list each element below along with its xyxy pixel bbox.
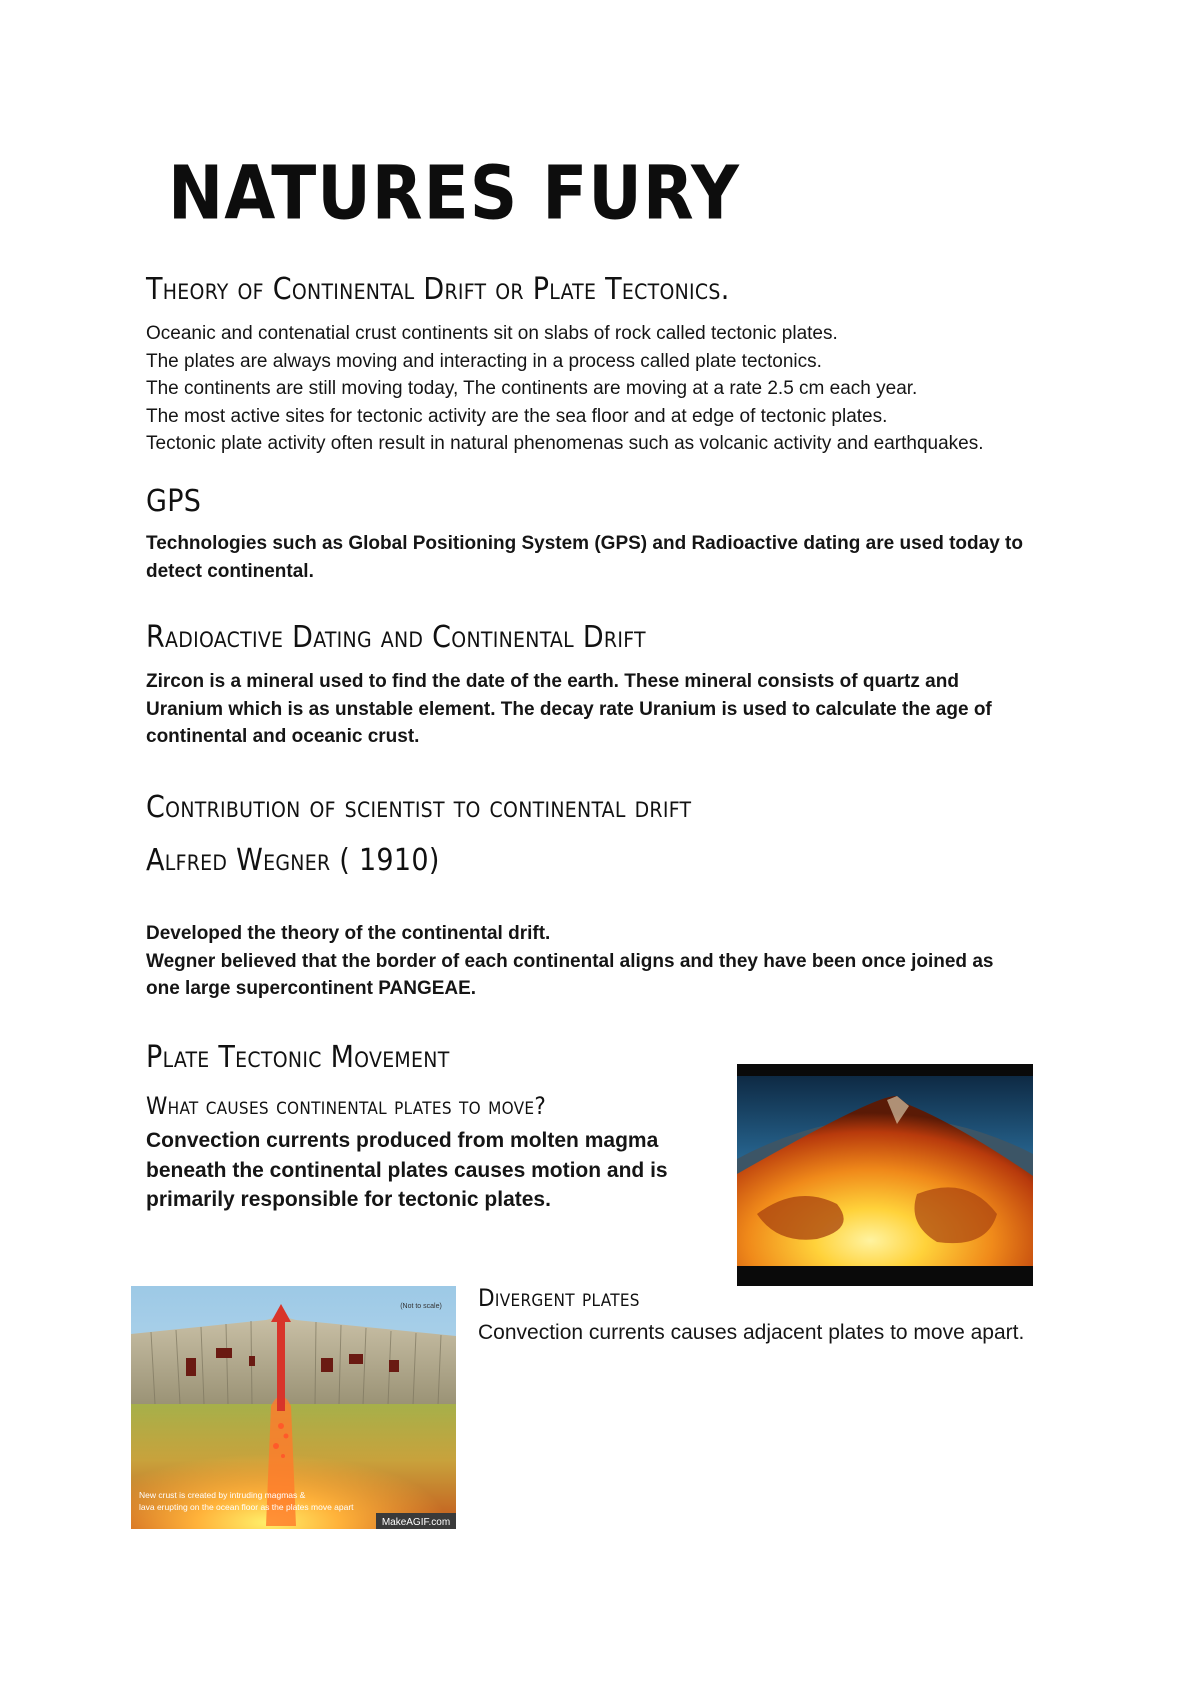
gps-line: Technologies such as Global Positioning System (GPS) and Radioactive dating are used today to: [146, 533, 1023, 554]
movement-line: Convection currents produced from molten magma: [146, 1129, 659, 1152]
movement-question: What causes continental plates to move?: [146, 1092, 547, 1120]
movement-paragraph: [146, 1126, 706, 1215]
divergent-plates-image: [131, 1286, 456, 1529]
gps-heading: GPS: [146, 484, 202, 519]
movement-heading: Plate Tectonic Movement: [146, 1040, 450, 1075]
radioactive-line: continental and oceanic crust.: [146, 726, 420, 747]
divergent-plates-graphic: [131, 1286, 456, 1529]
contribution-line: Developed the theory of the continental drift.: [146, 923, 551, 944]
theory-line: Tectonic plate activity often result in natural phenomenas such as volcanic activity and earthquakes.: [146, 433, 984, 454]
scientist-subheading: Alfred Wegner ( 1910): [146, 843, 440, 878]
theory-line: Oceanic and contenatial crust continents sit on slabs of rock called tectonic plates.: [146, 323, 838, 344]
contribution-heading: Contribution of scientist to continental drift: [146, 790, 692, 825]
divergent-heading: Divergent plates: [478, 1284, 640, 1312]
radioactive-paragraph: [146, 668, 1076, 751]
movement-line: beneath the continental plates causes motion and is: [146, 1158, 668, 1182]
earth-cross-section-image: [737, 1064, 1033, 1286]
theory-line: The continents are still moving today, The continents are moving at a rate 2.5 cm each year.: [146, 378, 918, 399]
theory-paragraph: [146, 320, 1076, 458]
theory-line: The plates are always moving and interacting in a process called plate tectonics.: [146, 350, 822, 372]
radioactive-line: Zircon is a mineral used to find the date of the earth. These mineral consists of quartz and: [146, 671, 959, 692]
radioactive-line: Uranium which is as unstable element. The decay rate Uranium is used to calculate the age of: [146, 698, 992, 720]
earth-cross-section-graphic: [737, 1064, 1033, 1286]
divergent-paragraph: [478, 1318, 1098, 1348]
gps-line: detect continental.: [146, 560, 314, 582]
divergent-line: Convection currents causes adjacent plates to move apart.: [478, 1321, 1025, 1344]
contribution-paragraph: [146, 920, 1076, 1003]
theory-line: The most active sites for tectonic activity are the sea floor and at edge of tectonic plates.: [146, 405, 888, 427]
page-title: NATURES FURY: [168, 150, 740, 237]
contribution-line: one large supercontinent PANGEAE.: [146, 978, 477, 999]
diagram-caption-line2: lava erupting on the ocean floor as the plates move apart: [139, 1502, 354, 1512]
radioactive-heading: Radioactive Dating and Continental Drift: [146, 620, 646, 655]
movement-line: primarily responsible for tectonic plates.: [146, 1188, 551, 1211]
not-to-scale-note: (Not to scale): [400, 1303, 442, 1310]
theory-heading: Theory of Continental Drift or Plate Tectonics.: [146, 272, 730, 307]
contribution-line: Wegner believed that the border of each continental aligns and they have been once joined as: [146, 950, 994, 972]
makeagif-watermark: MakeAGIF.com: [381, 1517, 451, 1528]
gps-paragraph: [146, 530, 1076, 585]
diagram-caption-line1: New crust is created by intruding magmas &: [139, 1490, 306, 1500]
